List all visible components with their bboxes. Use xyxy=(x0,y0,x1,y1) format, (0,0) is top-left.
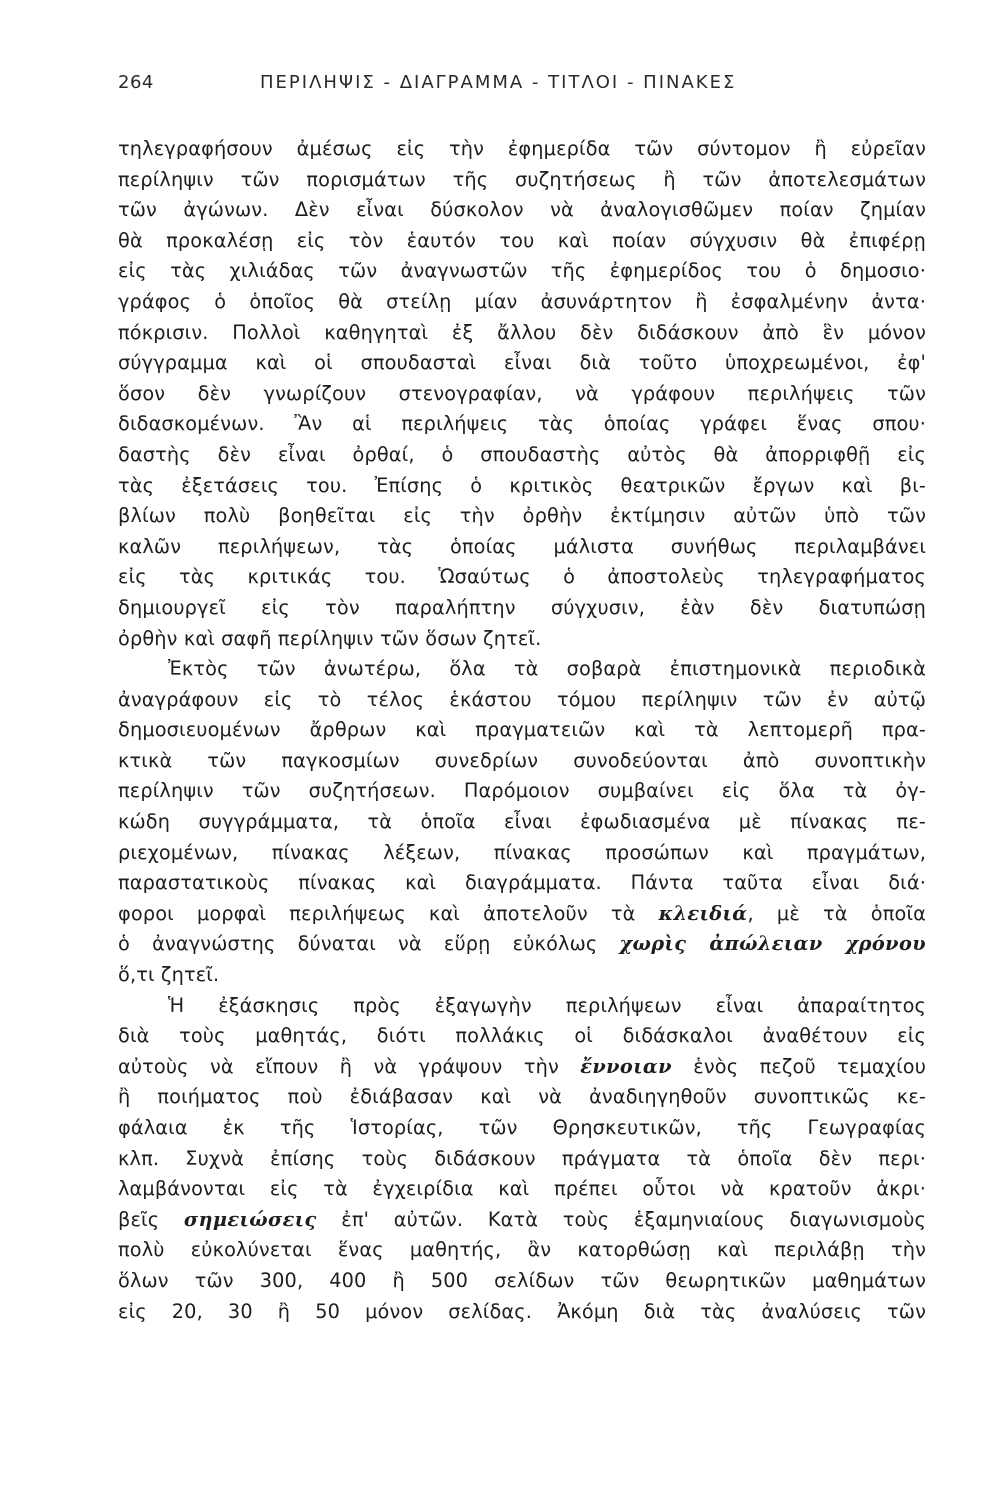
text-segment: δημοσιευομένων ἄρθρων καὶ πραγματειῶν καὶ τὰ λεπτομερῆ πρα- xyxy=(118,718,926,742)
text-line xyxy=(118,134,926,165)
text-segment: τὰς ἐξετάσεις του. Ἐπίσης ὁ κριτικὸς θεατρικῶν ἔργων καὶ βι- xyxy=(118,473,926,497)
running-title: ΠΕΡΙΛΗΨΙΣ - ΔΙΑΓΡΑΜΜΑ - ΤΙΤΛΟΙ - ΠΙΝΑΚΕΣ xyxy=(260,72,737,93)
text-line xyxy=(118,960,926,991)
text-segment: εἰς τὰς κριτικάς του. Ὡσαύτως ὁ ἀποστολεὺς τηλεγραφήματος xyxy=(118,565,926,589)
text-segment: Ἐκτὸς τῶν ἀνωτέρω, ὅλα τὰ σοβαρὰ ἐπιστημονικὰ περιοδικὰ xyxy=(168,657,926,681)
text-line xyxy=(118,929,926,960)
text-segment: περίληψιν τῶν συζητήσεων. Παρόμοιον συμβαίνει εἰς ὅλα τὰ ὀγ- xyxy=(118,779,926,803)
text-segment: ἐπ' αὐτῶν. Κατὰ τοὺς ἑξαμηνιαίους διαγωνισμοὺς xyxy=(316,1207,926,1231)
text-segment: φάλαια ἐκ τῆς Ἱστορίας, τῶν Θρησκευτικῶν, τῆς Γεωγραφίας xyxy=(118,1116,926,1139)
text-line xyxy=(118,1052,926,1083)
text-segment: πολὺ εὐκολύνεται ἕνας μαθητής, ἂν κατορθώσῃ καὶ περιλάβῃ τὴν xyxy=(118,1238,926,1262)
text-segment: ὁ ἀναγνώστης δύναται νὰ εὕρῃ εὐκόλως xyxy=(118,932,620,956)
text-segment: θὰ προκαλέσῃ εἰς τὸν ἑαυτόν του καὶ ποίαν σύγχυσιν θὰ ἐπιφέρῃ xyxy=(118,228,926,252)
text-segment: βλίων πολὺ βοηθεῖται εἰς τὴν ὀρθὴν ἐκτίμησιν αὐτῶν ὑπὸ τῶν xyxy=(118,504,926,528)
text-segment: , μὲ τὰ ὁποῖα xyxy=(747,901,926,925)
text-segment: καλῶν περιλήψεων, τὰς ὁποίας μάλιστα συνήθως περιλαμβάνει xyxy=(118,534,926,558)
text-segment: τῶν ἀγώνων. Δὲν εἶναι δύσκολον νὰ ἀναλογισθῶμεν ποίαν ζημίαν xyxy=(118,198,926,222)
text-line xyxy=(118,165,926,196)
text-line xyxy=(118,1266,926,1297)
page-number: 264 xyxy=(118,72,154,93)
text-segment: διδασκομένων. Ἂν αἱ περιλήψεις τὰς ὁποίας γράφει ἕνας σπου· xyxy=(118,412,926,436)
text-line xyxy=(118,1205,926,1236)
text-segment: φοροι μορφαὶ περιλήψεως καὶ ἀποτελοῦν τὰ xyxy=(118,901,659,925)
text-line xyxy=(118,838,926,869)
text-segment: κτικὰ τῶν παγκοσμίων συνεδρίων συνοδεύονται ἀπὸ συνοπτικὴν xyxy=(118,748,926,772)
text-segment: κώδη συγγράμματα, τὰ ὁποῖα εἶναι ἐφωδιασμένα μὲ πίνακας πε- xyxy=(118,810,926,834)
text-segment: δαστὴς δὲν εἶναι ὀρθαί, ὁ σπουδαστὴς αὐτὸς θὰ ἀπορριφθῇ εἰς xyxy=(118,442,926,466)
text-line xyxy=(118,1082,926,1113)
text-line xyxy=(118,256,926,287)
text-line xyxy=(118,287,926,318)
text-segment: ἢ ποιήματος ποὺ ἐδιάβασαν καὶ νὰ ἀναδιηγηθοῦν συνοπτικῶς κε- xyxy=(118,1085,926,1109)
text-segment: ὅσον δὲν γνωρίζουν στενογραφίαν, νὰ γράφουν περιλήψεις τῶν xyxy=(118,381,926,405)
text-segment: βεῖς xyxy=(118,1207,184,1231)
text-line xyxy=(118,593,926,624)
text-segment: γράφος ὁ ὁποῖος θὰ στείλῃ μίαν ἀσυνάρτητον ἢ ἐσφαλμένην ἀντα· xyxy=(118,289,926,313)
text-line xyxy=(118,1297,926,1328)
body-text xyxy=(118,134,926,1327)
text-line xyxy=(118,532,926,563)
text-segment: ριεχομένων, πίνακας λέξεων, πίνακας προσώπων καὶ πραγμάτων, xyxy=(118,840,926,864)
text-line xyxy=(118,1113,926,1144)
text-segment: παραστατικοὺς πίνακας καὶ διαγράμματα. Πάντα ταῦτα εἶναι διά· xyxy=(118,871,926,895)
text-segment: ἀναγράφουν εἰς τὸ τέλος ἑκάστου τόμου περίληψιν τῶν ἐν αὐτῷ xyxy=(118,687,926,711)
text-line xyxy=(118,195,926,226)
text-segment: ἑνὸς πεζοῦ τεμαχίου xyxy=(671,1054,926,1078)
text-line xyxy=(118,1235,926,1266)
text-line xyxy=(118,807,926,838)
text-segment: ὅλων τῶν 300, 400 ἢ 500 σελίδων τῶν θεωρητικῶν μαθημάτων xyxy=(118,1268,926,1292)
page-header xyxy=(118,72,918,102)
text-segment: Ἡ ἐξάσκησις πρὸς ἐξαγωγὴν περιλήψεων εἶναι ἀπαραίτητος xyxy=(168,993,926,1017)
text-line xyxy=(118,409,926,440)
text-line xyxy=(118,1021,926,1052)
text-line xyxy=(118,562,926,593)
text-segment: διὰ τοὺς μαθητάς, διότι πολλάκις οἱ διδάσκαλοι ἀναθέτουν εἰς xyxy=(118,1024,926,1048)
emphasized-text: κλειδιά xyxy=(658,901,748,925)
text-line xyxy=(118,379,926,410)
text-line xyxy=(118,440,926,471)
text-segment: αὐτοὺς νὰ εἴπουν ἢ νὰ γράψουν τὴν xyxy=(118,1054,581,1078)
text-line xyxy=(118,654,926,685)
text-segment: λαμβάνονται εἰς τὰ ἐγχειρίδια καὶ πρέπει οὗτοι νὰ κρατοῦν ἀκρι· xyxy=(118,1177,926,1201)
text-segment: περίληψιν τῶν πορισμάτων τῆς συζητήσεως ἢ τῶν ἀποτελεσμάτων xyxy=(118,167,926,191)
text-segment: πόκρισιν. Πολλοὶ καθηγηταὶ ἐξ ἄλλου δὲν διδάσκουν ἀπὸ ἓν μόνον xyxy=(118,320,926,344)
text-line xyxy=(118,1144,926,1175)
text-line xyxy=(118,899,926,930)
text-segment: εἰς τὰς χιλιάδας τῶν ἀναγνωστῶν τῆς ἐφημερίδος του ὁ δημοσιο· xyxy=(118,259,926,283)
emphasized-text: σημειώσεις xyxy=(183,1207,317,1231)
emphasized-text: ἔννοιαν xyxy=(580,1054,672,1078)
text-line xyxy=(118,991,926,1022)
text-line xyxy=(118,348,926,379)
text-line xyxy=(118,715,926,746)
text-line xyxy=(118,226,926,257)
text-line xyxy=(118,624,926,655)
text-segment: ὀρθὴν καὶ σαφῆ περίληψιν τῶν ὅσων ζητεῖ. xyxy=(118,626,542,650)
text-line xyxy=(118,776,926,807)
text-line xyxy=(118,318,926,349)
text-segment: κλπ. Συχνὰ ἐπίσης τοὺς διδάσκουν πράγματα τὰ ὁποῖα δὲν περι· xyxy=(118,1146,926,1170)
text-line xyxy=(118,471,926,502)
text-line xyxy=(118,501,926,532)
text-line xyxy=(118,685,926,716)
text-line xyxy=(118,1174,926,1205)
text-segment: ὅ,τι ζητεῖ. xyxy=(118,963,220,987)
text-segment: τηλεγραφήσουν ἀμέσως εἰς τὴν ἐφημερίδα τῶν σύντομον ἢ εὐρεῖαν xyxy=(118,137,926,160)
text-segment: εἰς 20, 30 ἢ 50 μόνον σελίδας. Ἀκόμη διὰ τὰς ἀναλύσεις τῶν xyxy=(118,1299,926,1323)
text-segment: σύγγραμμα καὶ οἱ σπουδασταὶ εἶναι διὰ τοῦτο ὑποχρεωμένοι, ἐφ' xyxy=(118,351,926,375)
text-line xyxy=(118,868,926,899)
emphasized-text: χωρὶς ἀπώλειαν χρόνου xyxy=(619,932,926,956)
text-segment: δημιουργεῖ εἰς τὸν παραλήπτην σύγχυσιν, ἐὰν δὲν διατυπώσῃ xyxy=(118,595,926,619)
text-line xyxy=(118,746,926,777)
